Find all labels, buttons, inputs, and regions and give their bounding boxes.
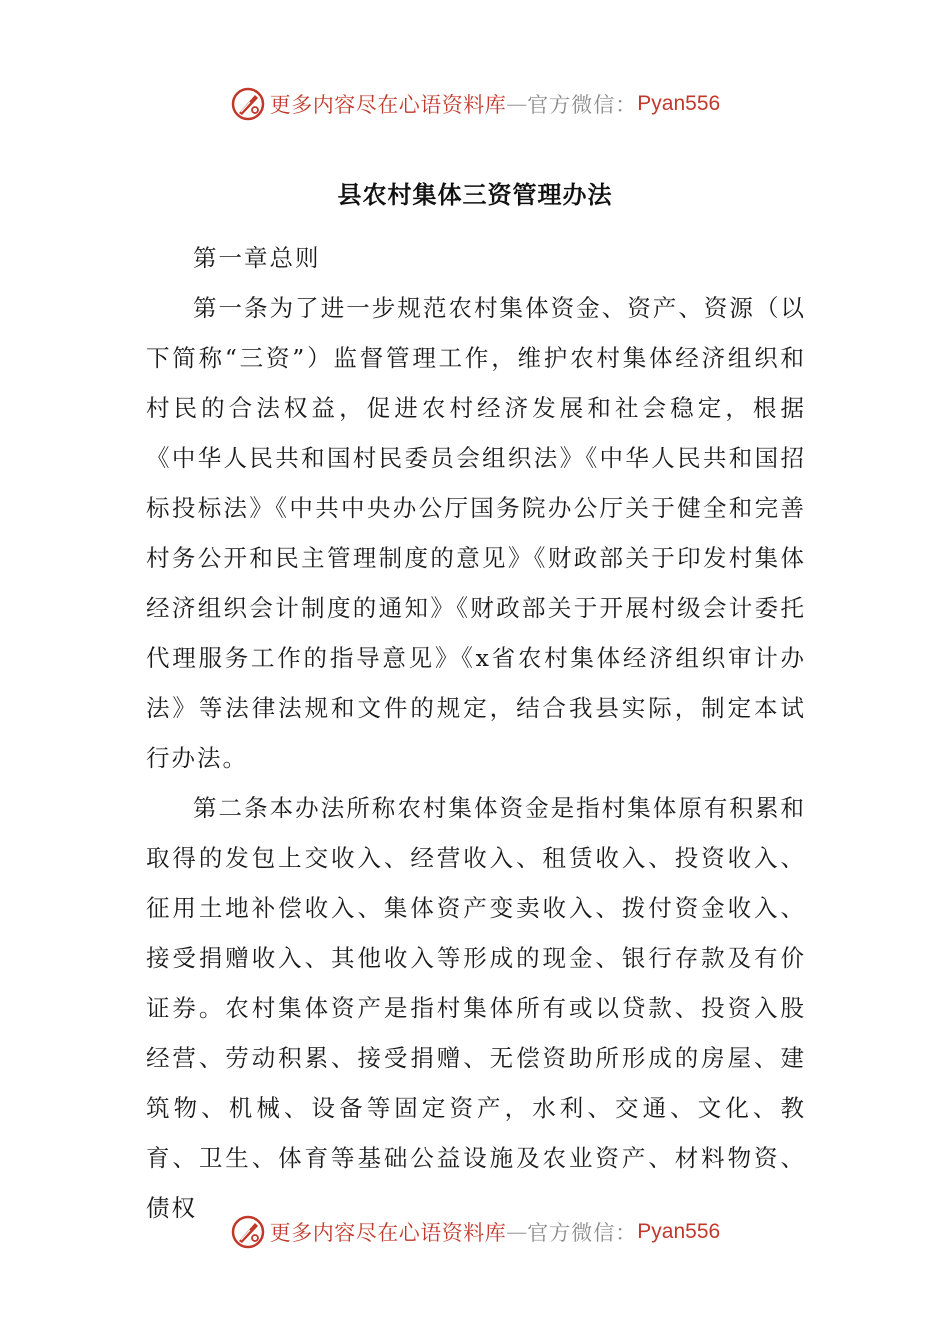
quill-logo-icon — [230, 1214, 266, 1250]
banner-text: 更多内容尽在心语资料库 — [269, 93, 507, 117]
paragraph-article-1: 第一条为了进一步规范农村集体资金、资产、资源（以下简称“三资”）监督管理工作，维护农村集体经济组织和村民的合法权益，促进农村经济发展和社会稳定，根据《中华人民共和国村民委员会组织法》《中华人民共和国招标投标法》《中共中央办公厅国务院办公厅关于健全和完善村务公开和民主管理制度的意见》《财政部关于印发村集体经济组织会计制度的通知》《财政部关于开展村级会计委托代理服务工作的指导意见》《x省农村集体经济组织审计办法》等法律法规和文件的规定，结合我县实际，制定本试行办法。 — [146, 294, 806, 772]
banner-text: 更多内容尽在心语资料库 — [269, 1221, 507, 1245]
paragraph-article-2: 第二条本办法所称农村集体资金是指村集体原有积累和取得的发包上交收入、经营收入、租赁收入、投资收入、征用土地补偿收入、集体资产变卖收入、拨付资金收入、接受捐赠收入、其他收入等形成的现金、银行存款及有价证券。农村集体资产是指村集体所有或以贷款、投资入股经营、劳动积累、接受捐赠、无偿资助所形成的房屋、建筑物、机械、设备等固定资产，水利、交通、文化、教育、卫生、体育等基础公益设施及农业资产、材料物资、债权 — [146, 794, 806, 1222]
document-title: 县农村集体三资管理办法 — [337, 180, 613, 209]
banner-separator: — — [506, 1220, 528, 1244]
header-watermark-banner — [0, 84, 950, 124]
banner-separator: — — [506, 92, 528, 116]
document-body — [146, 233, 806, 1233]
banner-official-label: 官方微信： — [527, 93, 638, 117]
chapter-heading: 第一章总则 — [193, 244, 321, 272]
quill-logo-icon — [230, 86, 266, 122]
footer-watermark-banner — [0, 1212, 950, 1252]
banner-wechat-id: Pyan556 — [637, 1220, 721, 1243]
banner-wechat-id: Pyan556 — [637, 92, 721, 115]
banner-official-label: 官方微信： — [527, 1221, 638, 1245]
